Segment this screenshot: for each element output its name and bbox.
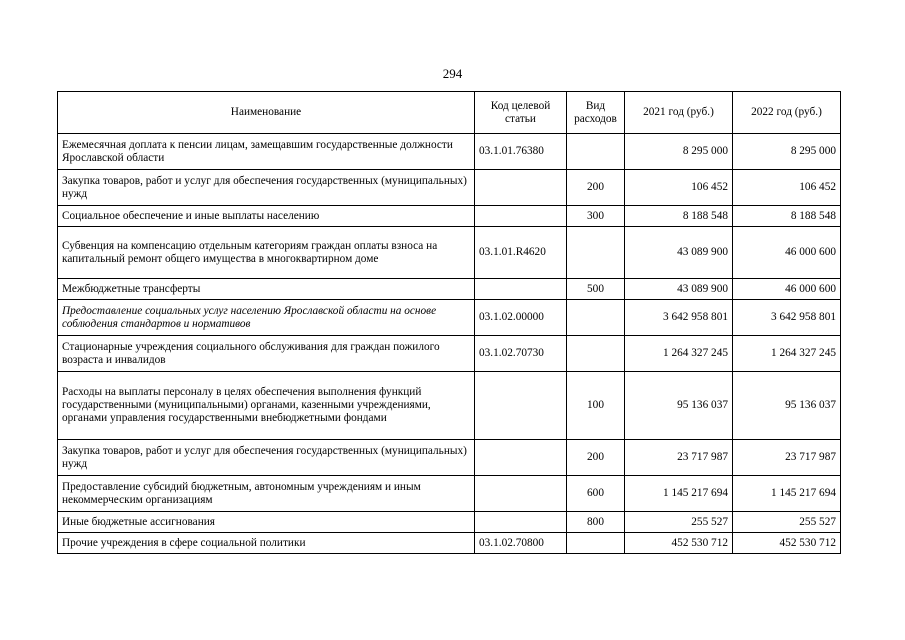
- row-amount-2022: 1 145 217 694: [733, 476, 841, 512]
- row-name: Прочие учреждения в сфере социальной политики: [58, 533, 475, 554]
- row-amount-2022: 23 717 987: [733, 440, 841, 476]
- row-amount-2022: 3 642 958 801: [733, 300, 841, 336]
- row-name: Закупка товаров, работ и услуг для обеспечения государственных (муниципальных) нужд: [58, 170, 475, 206]
- table-row: [58, 170, 841, 206]
- row-name: Межбюджетные трансферты: [58, 279, 475, 300]
- row-amount-2021: 8 188 548: [625, 206, 733, 227]
- header-expense-type: Вид расходов: [567, 92, 625, 134]
- table-header-row: [58, 92, 841, 134]
- table-row: [58, 227, 841, 279]
- page-number: 294: [442, 66, 463, 81]
- row-expense-type: [567, 227, 625, 279]
- row-expense-type: 800: [567, 512, 625, 533]
- row-code: 03.1.02.00000: [475, 300, 567, 336]
- row-amount-2022: 106 452: [733, 170, 841, 206]
- row-amount-2021: 43 089 900: [625, 279, 733, 300]
- budget-table: [57, 91, 841, 554]
- row-name: Социальное обеспечение и иные выплаты населению: [58, 206, 475, 227]
- row-code: [475, 279, 567, 300]
- row-amount-2022: 46 000 600: [733, 279, 841, 300]
- row-amount-2022: 46 000 600: [733, 227, 841, 279]
- row-name: Расходы на выплаты персоналу в целях обеспечения выполнения функций государственными (муниципальными) органами, казенными учреждениями, органами управления государственными внебюджетными фондами: [58, 372, 475, 440]
- row-amount-2022: 8 295 000: [733, 134, 841, 170]
- row-name: Предоставление социальных услуг населению Ярославской области на основе соблюдения стандартов и нормативов: [58, 300, 475, 336]
- row-name: Предоставление субсидий бюджетным, автономным учреждениям и иным некоммерческим организациям: [58, 476, 475, 512]
- table-row: [58, 206, 841, 227]
- row-code: 03.1.01.R4620: [475, 227, 567, 279]
- table-row: [58, 300, 841, 336]
- row-code: [475, 372, 567, 440]
- row-amount-2021: 255 527: [625, 512, 733, 533]
- row-expense-type: 500: [567, 279, 625, 300]
- row-code: 03.1.02.70800: [475, 533, 567, 554]
- header-year-2021: 2021 год (руб.): [625, 92, 733, 134]
- table-row: [58, 512, 841, 533]
- row-expense-type: [567, 533, 625, 554]
- row-amount-2021: 106 452: [625, 170, 733, 206]
- table-row: [58, 476, 841, 512]
- row-expense-type: [567, 300, 625, 336]
- row-amount-2021: 452 530 712: [625, 533, 733, 554]
- row-name: Ежемесячная доплата к пенсии лицам, замещавшим государственные должности Ярославской области: [58, 134, 475, 170]
- row-expense-type: 100: [567, 372, 625, 440]
- row-name: Субвенция на компенсацию отдельным категориям граждан оплаты взноса на капитальный ремонт общего имущества в многоквартирном доме: [58, 227, 475, 279]
- row-code: 03.1.01.76380: [475, 134, 567, 170]
- row-amount-2021: 43 089 900: [625, 227, 733, 279]
- row-amount-2021: 8 295 000: [625, 134, 733, 170]
- row-amount-2022: 452 530 712: [733, 533, 841, 554]
- row-amount-2021: 95 136 037: [625, 372, 733, 440]
- row-amount-2022: 255 527: [733, 512, 841, 533]
- header-year-2022: 2022 год (руб.): [733, 92, 841, 134]
- row-expense-type: 200: [567, 170, 625, 206]
- row-expense-type: 600: [567, 476, 625, 512]
- row-amount-2022: 1 264 327 245: [733, 336, 841, 372]
- row-amount-2021: 23 717 987: [625, 440, 733, 476]
- table-row: [58, 336, 841, 372]
- table-row: [58, 533, 841, 554]
- row-code: [475, 170, 567, 206]
- row-amount-2022: 95 136 037: [733, 372, 841, 440]
- row-expense-type: [567, 134, 625, 170]
- row-amount-2021: 1 145 217 694: [625, 476, 733, 512]
- table-row: [58, 372, 841, 440]
- row-amount-2022: 8 188 548: [733, 206, 841, 227]
- row-name: Стационарные учреждения социального обслуживания для граждан пожилого возраста и инвалидов: [58, 336, 475, 372]
- table-body: [58, 134, 841, 554]
- header-name: Наименование: [58, 92, 475, 134]
- row-code: 03.1.02.70730: [475, 336, 567, 372]
- row-amount-2021: 3 642 958 801: [625, 300, 733, 336]
- header-code: Код целевой статьи: [475, 92, 567, 134]
- row-expense-type: 200: [567, 440, 625, 476]
- table-row: [58, 279, 841, 300]
- row-amount-2021: 1 264 327 245: [625, 336, 733, 372]
- row-expense-type: [567, 336, 625, 372]
- row-expense-type: 300: [567, 206, 625, 227]
- table-row: [58, 134, 841, 170]
- row-name: Закупка товаров, работ и услуг для обеспечения государственных (муниципальных) нужд: [58, 440, 475, 476]
- row-code: [475, 440, 567, 476]
- row-name: Иные бюджетные ассигнования: [58, 512, 475, 533]
- row-code: [475, 512, 567, 533]
- row-code: [475, 476, 567, 512]
- table-row: [58, 440, 841, 476]
- row-code: [475, 206, 567, 227]
